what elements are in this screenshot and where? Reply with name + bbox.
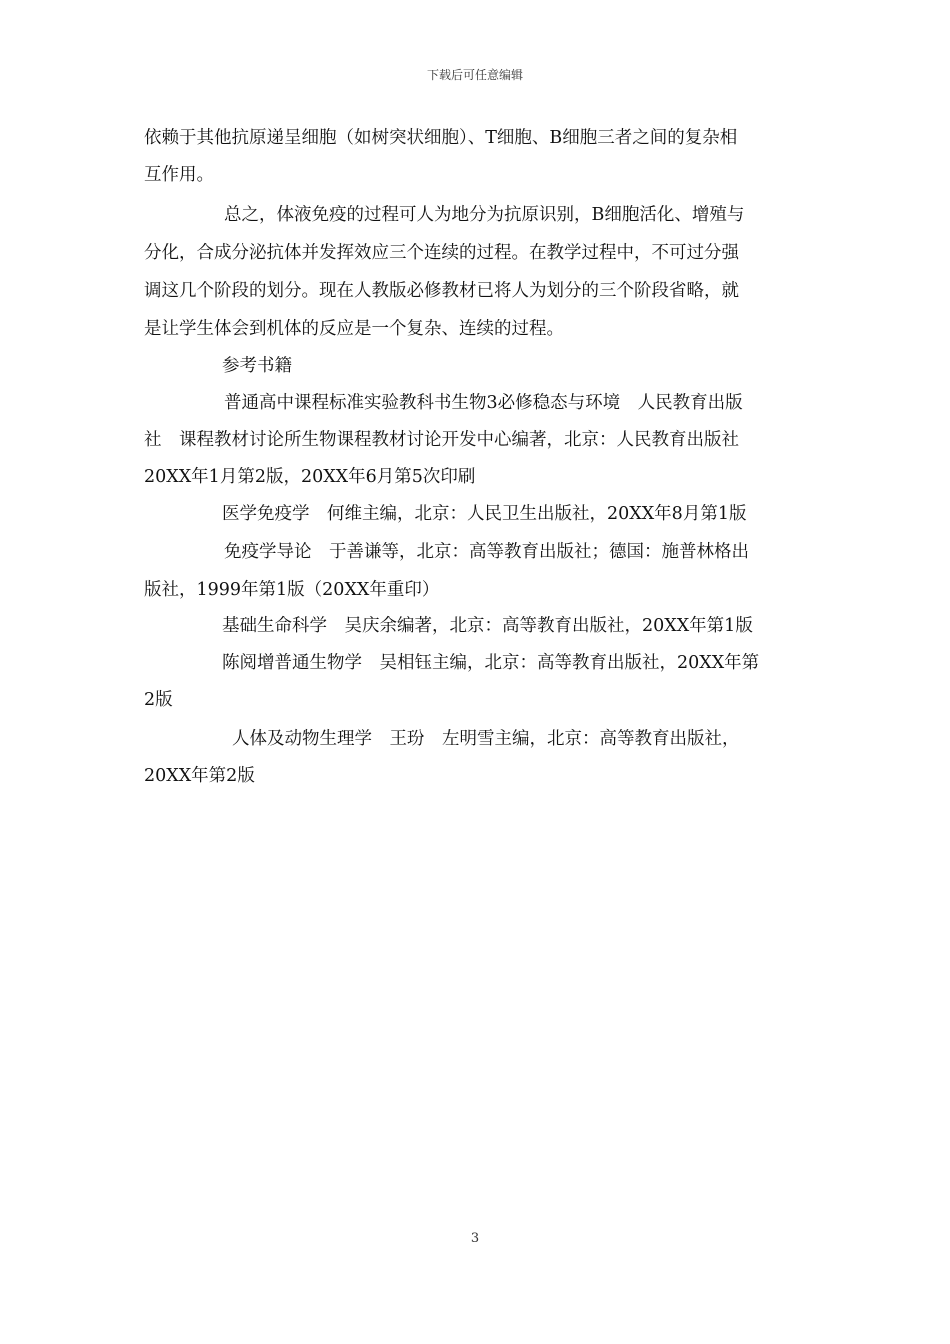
references-heading: 参考书籍 <box>222 356 292 376</box>
body-line: 总之，体液免疫的过程可人为地分为抗原识别，B细胞活化、增殖与 <box>224 205 745 225</box>
header-note: 下载后可任意编辑 <box>426 68 523 82</box>
reference-line: 社 课程教材讨论所生物课程教材讨论开发中心编著，北京：人民教育出版社 <box>144 430 739 450</box>
reference-line: 人体及动物生理学 王玢 左明雪主编，北京：高等教育出版社， <box>232 729 740 749</box>
reference-line: 免疫学导论 于善谦等，北京：高等教育出版社；德国：施普林格出 <box>224 542 749 562</box>
reference-line: 20XX年第2版 <box>144 766 255 786</box>
body-line: 互作用。 <box>144 165 214 185</box>
body-line: 依赖于其他抗原递呈细胞（如树突状细胞）、T细胞、B细胞三者之间的复杂相 <box>144 128 738 148</box>
reference-line: 陈阅增普通生物学 吴相钰主编，北京：高等教育出版社，20XX年第 <box>222 653 760 673</box>
reference-line: 基础生命科学 吴庆余编著，北京：高等教育出版社，20XX年第1版 <box>222 616 753 636</box>
reference-line: 2版 <box>144 690 173 710</box>
page-number: 3 <box>470 1231 480 1246</box>
body-line: 分化，合成分泌抗体并发挥效应三个连续的过程。在教学过程中，不可过分强 <box>144 243 739 263</box>
reference-line: 医学免疫学 何维主编，北京：人民卫生出版社，20XX年8月第1版 <box>222 504 747 524</box>
reference-line: 20XX年1月第2版，20XX年6月第5次印刷 <box>144 467 476 487</box>
reference-line: 版社，1999年第1版（20XX年重印） <box>144 580 440 600</box>
reference-line: 普通高中课程标准实验教科书生物3必修稳态与环境 人民教育出版 <box>224 393 743 413</box>
body-line: 调这几个阶段的划分。现在人教版必修教材已将人为划分的三个阶段省略，就 <box>144 281 739 301</box>
body-line: 是让学生体会到机体的反应是一个复杂、连续的过程。 <box>144 319 564 339</box>
